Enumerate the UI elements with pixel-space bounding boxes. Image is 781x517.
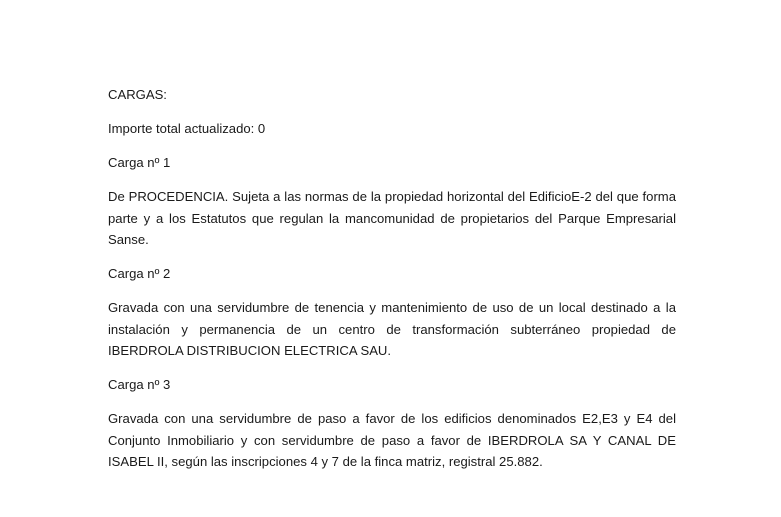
carga-2-text: Gravada con una servidumbre de tenencia y mantenimiento de uso de un local destinado a la instalación y permanencia de un centro de transformación subterráneo propiedad de IBERDROLA DISTRIBUCION ELECTRICA SAU.	[108, 300, 676, 358]
carga-3-label: Carga nº 3	[108, 377, 171, 392]
carga-1-label: Carga nº 1	[108, 155, 171, 170]
section-heading: CARGAS:	[108, 87, 167, 102]
carga-1-text: De PROCEDENCIA. Sujeta a las normas de la propiedad horizontal del EdificioE-2 del que forma parte y a los Estatutos que regulan la mancomunidad de propietarios del Parque Empresarial Sanse.	[108, 189, 676, 247]
total-amount-line: Importe total actualizado: 0	[108, 121, 266, 136]
carga-3-text: Gravada con una servidumbre de paso a favor de los edificios denominados E2,E3 y E4 del Conjunto Inmobiliario y con servidumbre de paso a favor de IBERDROLA SA Y CANAL DE ISABEL II, según las inscripciones 4 y 7 de la finca matriz, registral 25.882.	[108, 411, 676, 469]
carga-2-label: Carga nº 2	[108, 266, 171, 281]
document-body	[108, 84, 676, 485]
